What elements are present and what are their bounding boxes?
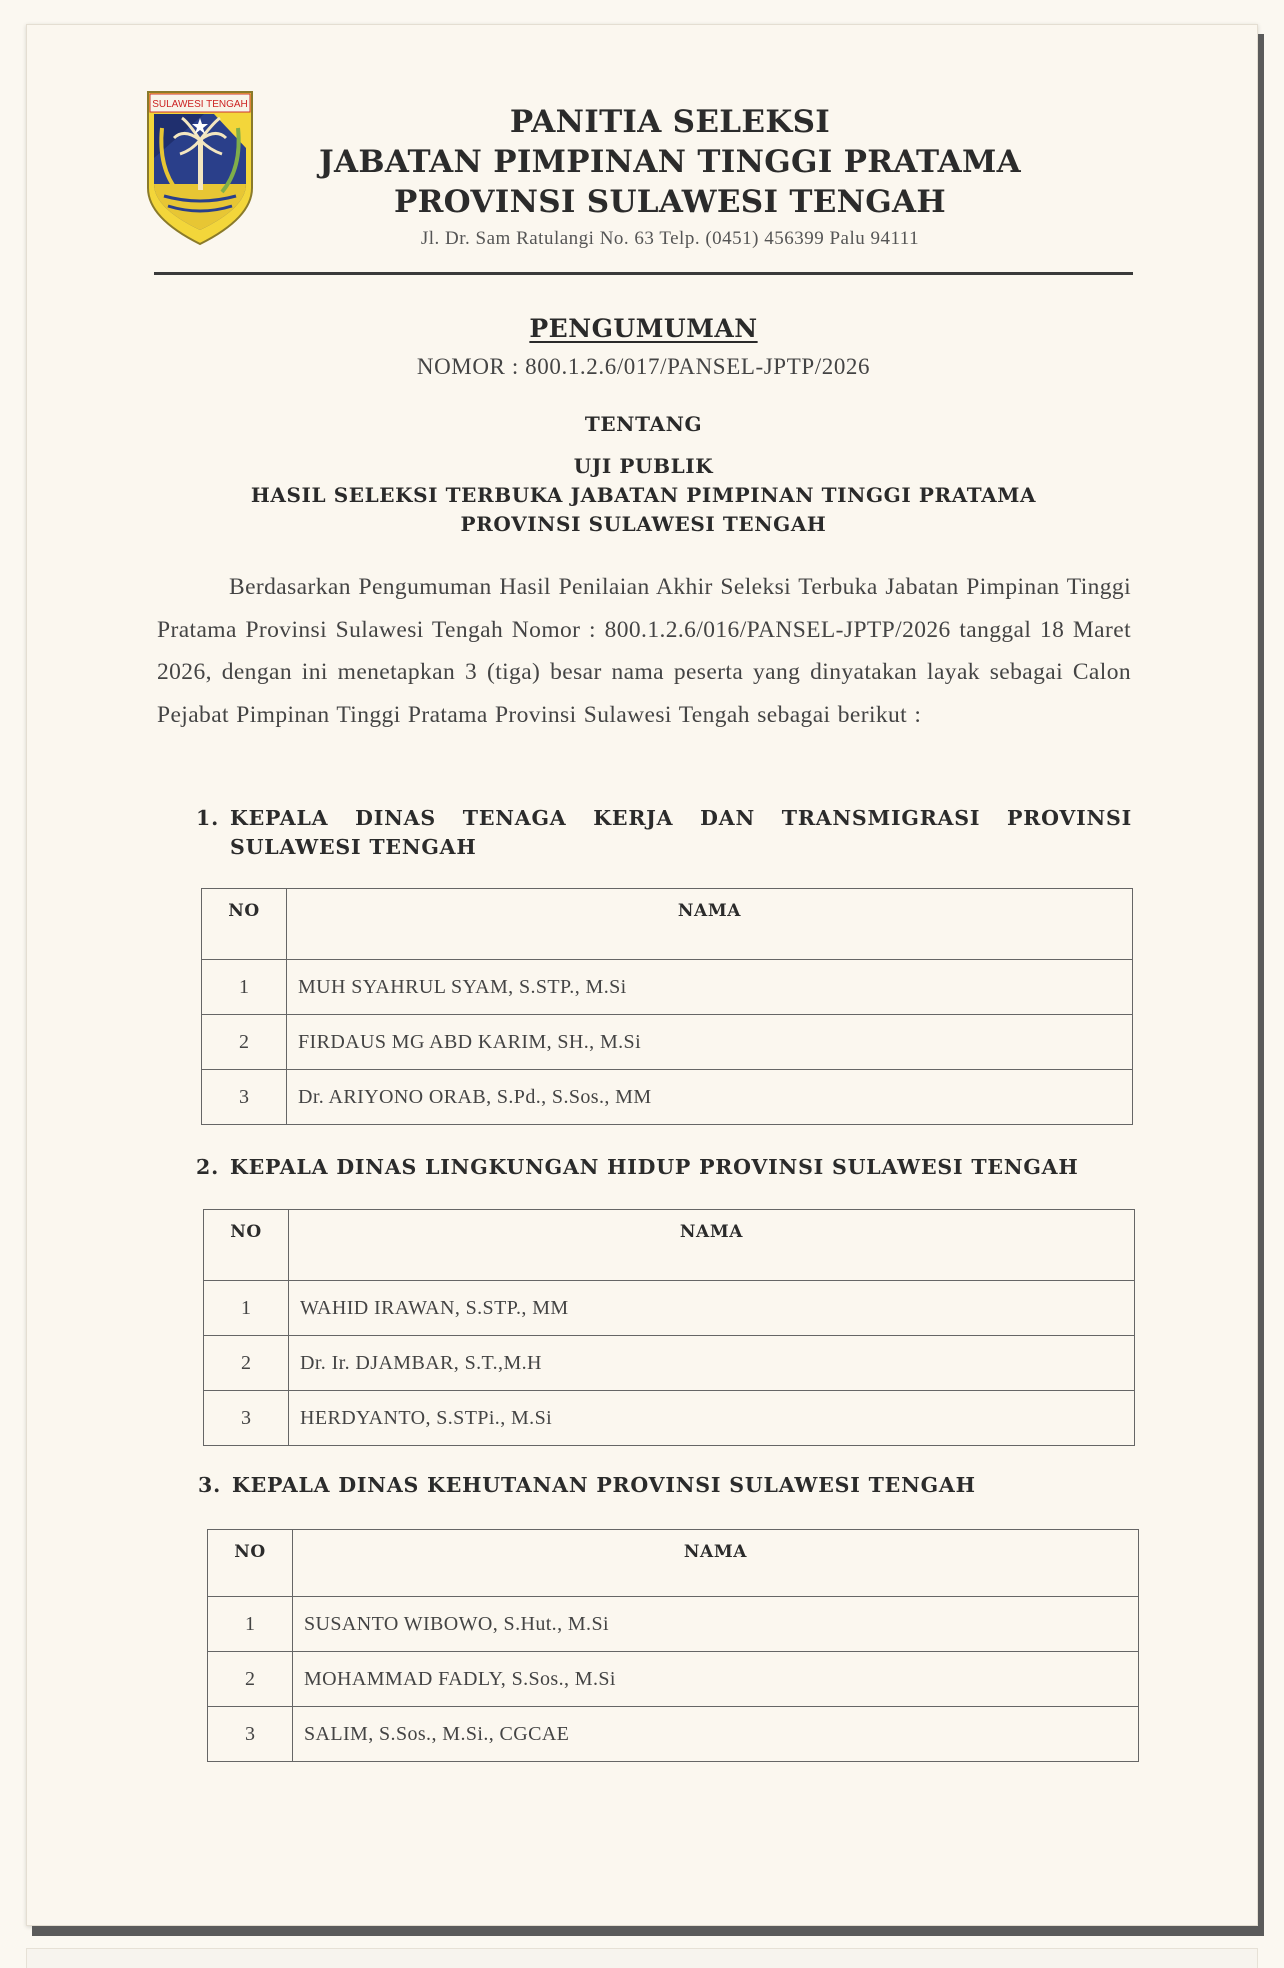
row-nama: MUH SYAHRUL SYAM, S.STP., M.Si xyxy=(287,960,1133,1015)
letterhead-address: Jl. Dr. Sam Ratulangi No. 63 Telp. (0451) 456399 Palu 94111 xyxy=(420,228,920,249)
column-header-nama: NAMA xyxy=(289,1210,1135,1281)
section-number: 2. xyxy=(196,1155,220,1179)
section-heading: KEPALA DINAS KEHUTANAN PROVINSI SULAWESI TENGAH xyxy=(232,1473,976,1497)
table-row xyxy=(204,1281,1135,1336)
row-no: 2 xyxy=(204,1336,289,1391)
column-header-no: NO xyxy=(204,1210,289,1281)
table-row xyxy=(204,1336,1135,1391)
column-header-nama: NAMA xyxy=(287,889,1133,960)
section-heading: KEPALA DINAS LINGKUNGAN HIDUP PROVINSI SULAWESI TENGAH xyxy=(230,1155,1079,1179)
row-no: 1 xyxy=(202,960,287,1015)
announcement-subject xyxy=(154,452,1133,539)
row-no: 2 xyxy=(208,1652,293,1707)
section-1-title xyxy=(196,804,1132,862)
row-no: 3 xyxy=(202,1070,287,1125)
row-nama: MOHAMMAD FADLY, S.Sos., M.Si xyxy=(293,1652,1139,1707)
table-row xyxy=(202,1015,1133,1070)
province-logo xyxy=(144,88,256,248)
letterhead-line-1: PANITIA SELEKSI xyxy=(509,104,831,140)
row-no: 3 xyxy=(208,1707,293,1762)
letterhead-line-2: JABATAN PIMPINAN TINGGI PRATAMA xyxy=(319,144,1021,180)
row-no: 1 xyxy=(204,1281,289,1336)
column-header-no: NO xyxy=(208,1530,293,1597)
subject-line-2: HASIL SELEKSI TERBUKA JABATAN PIMPINAN TINGGI PRATAMA xyxy=(250,483,1037,507)
row-nama: SUSANTO WIBOWO, S.Hut., M.Si xyxy=(293,1597,1139,1652)
table-row xyxy=(202,1070,1133,1125)
section-heading: KEPALA DINAS TENAGA KERJA DAN TRANSMIGRASI PROVINSI SULAWESI TENGAH xyxy=(230,806,1132,859)
section-2-title xyxy=(196,1153,1132,1182)
section-number: 3. xyxy=(198,1473,222,1497)
announcement-number: NOMOR : 800.1.2.6/017/PANSEL-JPTP/2026 xyxy=(416,354,871,379)
section-3-title xyxy=(198,1471,1134,1500)
column-header-no: NO xyxy=(202,889,287,960)
row-nama: Dr. ARIYONO ORAB, S.Pd., S.Sos., MM xyxy=(287,1070,1133,1125)
next-page-edge xyxy=(26,1948,1258,1968)
body-paragraph: Berdasarkan Pengumuman Hasil Penilaian Akhir Seleksi Terbuka Jabatan Pimpinan Tinggi Pratama Provinsi Sulawesi Tengah Nomor : 800.1.2.6/016/PANSEL-JPTP/2026 tanggal 18 Maret 2026, dengan ini menetapkan 3 (tiga) besar nama peserta yang dinyatakan layak sebagai Calon Pejabat Pimpinan Tinggi Pratama Provinsi Sulawesi Tengah sebagai berikut : xyxy=(157,574,1131,728)
table-row xyxy=(208,1652,1139,1707)
letterhead xyxy=(290,102,1050,250)
candidate-table-2 xyxy=(203,1209,1135,1446)
announcement-about: TENTANG xyxy=(584,412,703,436)
subject-line-3: PROVINSI SULAWESI TENGAH xyxy=(460,512,827,536)
table-row xyxy=(208,1597,1139,1652)
row-nama: WAHID IRAWAN, S.STP., MM xyxy=(289,1281,1135,1336)
announcement-title: PENGUMUMAN xyxy=(529,314,758,343)
section-number: 1. xyxy=(196,806,220,830)
row-nama: FIRDAUS MG ABD KARIM, SH., M.Si xyxy=(287,1015,1133,1070)
letterhead-line-3: PROVINSI SULAWESI TENGAH xyxy=(393,184,946,220)
letterhead-divider xyxy=(154,272,1133,275)
candidate-table-3 xyxy=(207,1529,1139,1762)
logo-text: SULAWESI TENGAH xyxy=(152,99,248,110)
table-row xyxy=(208,1707,1139,1762)
row-nama: Dr. Ir. DJAMBAR, S.T.,M.H xyxy=(289,1336,1135,1391)
table-row xyxy=(202,960,1133,1015)
row-no: 1 xyxy=(208,1597,293,1652)
subject-line-1: UJI PUBLIK xyxy=(573,454,714,478)
table-row xyxy=(204,1391,1135,1446)
row-nama: SALIM, S.Sos., M.Si., CGCAE xyxy=(293,1707,1139,1762)
row-no: 3 xyxy=(204,1391,289,1446)
column-header-nama: NAMA xyxy=(293,1530,1139,1597)
row-no: 2 xyxy=(202,1015,287,1070)
candidate-table-1 xyxy=(201,888,1133,1125)
row-nama: HERDYANTO, S.STPi., M.Si xyxy=(289,1391,1135,1446)
